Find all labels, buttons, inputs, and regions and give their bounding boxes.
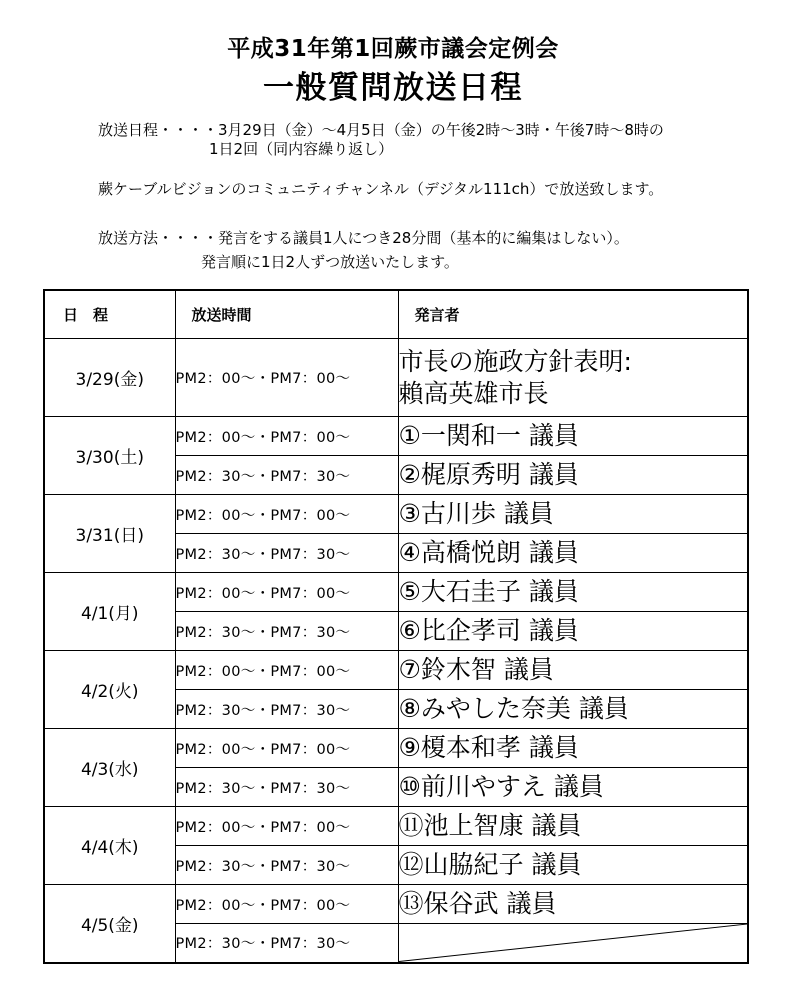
schedule-table bbox=[43, 289, 749, 964]
title-line2: 一般質問放送日程 bbox=[263, 70, 523, 106]
time-cell: PM2：00～・PM7：00～ bbox=[175, 417, 398, 456]
header-time: 放送時間 bbox=[175, 290, 398, 339]
table-row bbox=[44, 807, 748, 846]
speaker-cell: ⑫山脇紀子 議員 bbox=[398, 846, 748, 885]
speaker-line1: 市長の施政方針表明: bbox=[398, 346, 632, 376]
time-cell: PM2：30～・PM7：30～ bbox=[175, 690, 398, 729]
table-row bbox=[44, 417, 748, 456]
channel-line: 蕨ケーブルビジョンのコミュニティチャンネル（デジタル111ch）で放送致します。 bbox=[98, 180, 664, 198]
date-cell: 3/30(土) bbox=[44, 417, 175, 495]
table-row bbox=[44, 651, 748, 690]
speaker-cell: ⑦鈴木智 議員 bbox=[398, 651, 748, 690]
time-cell: PM2：30～・PM7：30～ bbox=[175, 924, 398, 963]
table-row bbox=[44, 729, 748, 768]
time-cell: PM2：00～・PM7：00～ bbox=[175, 729, 398, 768]
speaker-line2: 賴高英雄市長 bbox=[398, 378, 549, 408]
method-line2: 発言順に1日2人ずつ放送いたします。 bbox=[201, 253, 459, 271]
method-line1: 放送方法・・・・発言をする議員1人につき28分間（基本的に編集はしない）。 bbox=[98, 229, 629, 247]
time-cell: PM2：30～・PM7：30～ bbox=[175, 612, 398, 651]
date-cell: 3/29(金) bbox=[44, 339, 175, 417]
schedule-line1: 放送日程・・・・3月29日（金）～4月5日（金）の午後2時～3時・午後7時～8時の bbox=[98, 121, 664, 139]
speaker-cell: ⑬保谷武 議員 bbox=[398, 885, 748, 924]
time-cell: PM2：00～・PM7：00～ bbox=[175, 651, 398, 690]
time-cell: PM2：30～・PM7：30～ bbox=[175, 534, 398, 573]
diagonal-slash bbox=[399, 924, 748, 962]
time-cell: PM2：00～・PM7：00～ bbox=[175, 339, 398, 417]
table-row bbox=[44, 573, 748, 612]
header-date: 日 程 bbox=[44, 290, 175, 339]
speaker-cell: ⑨榎本和孝 議員 bbox=[398, 729, 748, 768]
speaker-cell: ⑧みやした奈美 議員 bbox=[398, 690, 748, 729]
speaker-cell: ①一関和一 議員 bbox=[398, 417, 748, 456]
date-cell: 4/5(金) bbox=[44, 885, 175, 963]
title-line1: 平成31年第1回蕨市議会定例会 bbox=[227, 36, 559, 62]
date-cell: 4/2(火) bbox=[44, 651, 175, 729]
date-cell: 4/4(木) bbox=[44, 807, 175, 885]
speaker-cell: ⑪池上智康 議員 bbox=[398, 807, 748, 846]
date-cell: 4/3(水) bbox=[44, 729, 175, 807]
table-header-row bbox=[44, 290, 748, 339]
speaker-cell: ⑤大石圭子 議員 bbox=[398, 573, 748, 612]
time-cell: PM2：30～・PM7：30～ bbox=[175, 768, 398, 807]
empty-speaker-cell bbox=[398, 924, 748, 963]
speaker-cell bbox=[398, 339, 748, 417]
time-cell: PM2：00～・PM7：00～ bbox=[175, 495, 398, 534]
speaker-cell: ④高橋悦朗 議員 bbox=[398, 534, 748, 573]
speaker-cell: ⑩前川やすえ 議員 bbox=[398, 768, 748, 807]
date-cell: 3/31(日) bbox=[44, 495, 175, 573]
speaker-cell: ⑥比企孝司 議員 bbox=[398, 612, 748, 651]
table-row bbox=[44, 495, 748, 534]
time-cell: PM2：30～・PM7：30～ bbox=[175, 456, 398, 495]
time-cell: PM2：00～・PM7：00～ bbox=[175, 807, 398, 846]
speaker-cell: ③古川歩 議員 bbox=[398, 495, 748, 534]
time-cell: PM2：30～・PM7：30～ bbox=[175, 846, 398, 885]
time-cell: PM2：00～・PM7：00～ bbox=[175, 573, 398, 612]
speaker-cell: ②梶原秀明 議員 bbox=[398, 456, 748, 495]
header-speaker: 発言者 bbox=[398, 290, 748, 339]
time-cell: PM2：00～・PM7：00～ bbox=[175, 885, 398, 924]
schedule-line2: 1日2回（同内容繰り返し） bbox=[209, 140, 394, 158]
table-row bbox=[44, 885, 748, 924]
date-cell: 4/1(月) bbox=[44, 573, 175, 651]
table-row bbox=[44, 339, 748, 417]
